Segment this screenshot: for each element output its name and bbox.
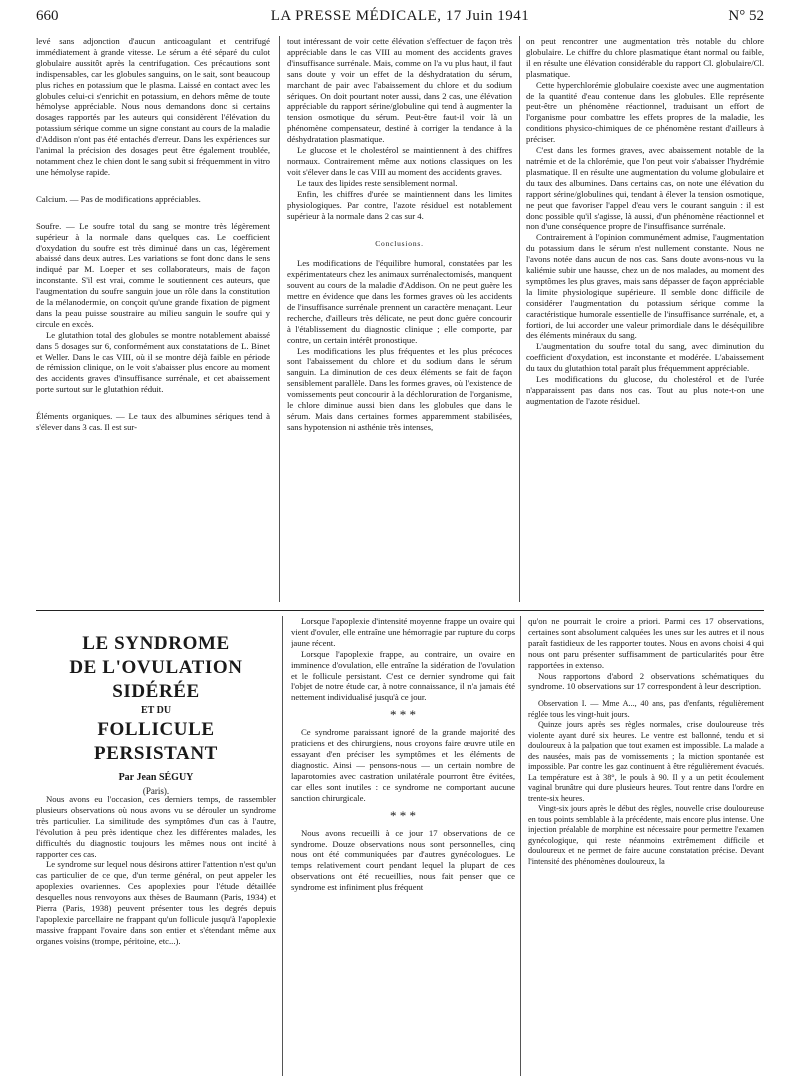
article-column-3 (528, 616, 764, 1076)
section-ornament: * * * (390, 807, 416, 823)
page-header (36, 6, 764, 30)
paragraph: L'augmentation du soufre total du sang, avec diminution du coefficient d'oxydation, est inconstante et modérée. L'abaissement du taux du glutathion total paraît plus fréquemment appréciable. (526, 341, 764, 374)
paragraph-elements-organiques: Éléments organiques. — Le taux des albumines sériques tend à s'élever dans 3 cas. Il est sur- (36, 411, 270, 433)
page-number: 660 (36, 8, 59, 24)
author-place: (Paris). (142, 786, 170, 796)
issue-number: N° 52 (728, 8, 764, 24)
top-column-2 (287, 36, 512, 606)
paragraph: on peut rencontrer une augmentation très notable du chlore globulaire. Le chiffre du chlore plasmatique étant normal ou faible, il en résulte une élévation considérable du rapport Cl. globulaire/Cl. plasmatique. (526, 36, 764, 79)
observation-heading: Observation I. — Mme A..., 40 ans, pas d'enfants, régulièrement réglée tous les vingt-huit jours. (528, 699, 764, 719)
article-title-line-4: FOLLICULE PERSISTANT (94, 719, 218, 764)
column-rule (519, 36, 520, 602)
paragraph: Nous rapportons d'abord 2 observations schématiques du syndrome. 10 observations sur 17 correspondent à leur description. (528, 670, 764, 692)
section-divider (36, 610, 764, 611)
paragraph: levé sans adjonction d'aucun anticoagulant et centrifugé immédiatement à grande vitesse. Le sérum a été séparé du culot globulaire aussitôt après la centrifugation. Ces précautions sont indispensables, car les globules sanguins, on le sait, sont beaucoup plus riches en potassium que le plasma. Laissé en contact avec les globules celui-ci s'enrichit en potassium, en dehors même de toute hémolyse appréciable. Nous nous demandons donc si certains dosages rapportés par les auteurs qui considèrent l'élévation du potassium sérique comme un signe constant au cours de la maladie d'Addison n'ont pas été entachés d'erreur. Dans les expériences sur l'animal la précision des dosages peut être également troublée, notamment chez le chien dont le sang subit si fréquemment in vitro une hémolyse rapide. (36, 36, 270, 177)
paragraph: Les modifications de l'équilibre humoral, constatées par les expérimentateurs chez les animaux surrénalectomisés, manquent souvent au cours de la maladie d'Addison. On ne peut guère les mettre en évidence que dans les formes graves où les accidents de l'insuffisance surrénale prennent un caractère menaçant. Leur recherche, d'ailleurs très délicate, ne peut donc guère concourir à l'établissement du diagnostic clinique ; elle comporte, par contre, un certain intérêt pronostique. (287, 258, 512, 345)
paragraph: Le glutathion total des globules se montre notablement abaissé dans 5 dosages sur 6, conformément aux constatations de L. Binet et Weller. Dans le cas VIII, où il se montre déjà faible en période de rémission clinique, on le voit s'abaisser plus encore au moment des accidents graves d'insuffisance surrénale, et cet abaissement porte surtout sur le glutathion réduit. (36, 329, 270, 395)
paragraph: Contrairement à l'opinion communément admise, l'augmentation du potassium dans le sérum n'est nullement constante. Nous ne l'avons notée dans aucun de nos cas. Sans doute avons-nous vu la kaliémie subir une hausse, chez un de nos malades, au moment des symptômes les plus graves, mais sans dépasser de façon appréciable la limite physiologique supérieure. Il semble donc difficile de considérer l'augmentation du potassium sérique comme la caractéristique humorale essentielle de l'insuffisance surrénale, et, a fortiori, de lui accorder une valeur primordiale dans le déséquilibre des éléments minéraux du sang. (526, 232, 764, 341)
paragraph: Nous avons eu l'occasion, ces derniers temps, de rassembler plusieurs observations où nous avons vu se dérouler un syndrome très particulier. La similitude des symptômes d'un cas à l'autre, l'évolution à peu près identique chez les différentes malades, les difficultés du diagnostic toujours les mêmes nous ont incité à rapporter ces cas. (36, 794, 276, 859)
paragraph: Les modifications du glucose, du cholestérol et de l'urée n'apparaissent pas dans nos cas. Tout au plus note-t-on une augmentation de l'azote résiduel. (526, 374, 764, 406)
top-column-3 (526, 36, 764, 606)
column-rule (520, 616, 521, 1076)
paragraph: Cette hyperchlorémie globulaire coexiste avec une augmentation de la quantité d'eau contenue dans les globules. Elle représente peut-être un phénomène réactionnel, traduisant un effort de l'organisme pour combattre les effets propres de la maladie, les conditions physico-chimiques de ce phénomène restant d'ailleurs à préciser. (526, 79, 764, 145)
paragraph: Le glucose et le cholestérol se maintiennent à des chiffres normaux. Contrairement même aux notions classiques on les voit s'élever dans le cas VIII au moment des accidents graves. (287, 145, 512, 177)
paragraph-soufre: Soufre. — Le soufre total du sang se montre très légèrement supérieur à la normale dans quelques cas. Le coefficient d'oxydation du soufre est très diminué dans un cas, légèrement abaissé dans deux autres. Les variations se font donc dans le sens indiqué par M. Loeper et ses collaborateurs, mais de façon inconstante. S'il est vrai, comme le soutiennent ces auteurs, que l'augmentation du soufre sanguin joue un rôle dans la constitution de la mélanodermie, on conçoit qu'une grande fixation de pigment dans la peau puisse soustraire au milieu sanguin le soufre qui y circule en excès. (36, 220, 270, 329)
section-heading-conclusions: Conclusions. (375, 239, 424, 249)
author-byline: Par Jean SÉGUY (118, 772, 194, 783)
column-rule (279, 36, 280, 602)
paragraph: Enfin, les chiffres d'urée se maintiennent dans les limites physiologiques. Par contre, l'azote résiduel est notablement supérieur à la normale dans 2 cas sur 4. (287, 188, 512, 221)
paragraph: Le syndrome sur lequel nous désirons attirer l'attention n'est qu'un cas particulier de ce que, d'un terme général, on peut appeler les apoplexies ovariennes. Ces apoplexies pour l'étude détaillée desquelles nous renvoyons aux thèses de Baumann (Paris, 1934) et Pierra (Paris, 1938) peuvent présenter tous les degrés depuis l'apoplexie parcellaire ne frappant qu'un follicule jusqu'à l'apoplexie massive frappant l'ovaire dans son entier et s'étendant même aux organes voisins (trompe, péritoine, etc...). (36, 859, 276, 946)
paragraph: Ce syndrome paraissant ignoré de la grande majorité des praticiens et des chirurgiens, nous croyons faire œuvre utile en essayant d'en préciser les symptômes et les éléments de diagnostic. Ainsi — pensons-nous — un certain nombre de laparotomies avec castration unilatérale pourront être évitées, car elles sont inutiles : ce syndrome ne comportant aucune sanction chirurgicale. (291, 727, 515, 803)
article-title-line-2: DE L'OVULATION SIDÉRÉE (69, 657, 243, 702)
paragraph: tout intéressant de voir cette élévation s'effectuer de façon très appréciable dans le cas VIII au moment des accidents graves d'insuffisance surrénale. Mais, comme on l'a vu plus haut, il faut sans doute y voir un effet de la déshydratation du sérum, marchant de pair avec l'abaissement du chlore et du sodium sériques. On doit pourtant noter aussi, dans 2 cas, une élévation appréciable du rapport sérine/globuline qui tend à augmenter la tension osmotique du sérum. Peut-être faut-il voir là un phénomène compensateur, destiné à corriger la tendance à la déshydratation plasmatique. (287, 36, 512, 145)
paragraph-calcium: Calcium. — Pas de modifications appréciables. (36, 193, 201, 204)
paragraph: C'est dans les formes graves, avec abaissement notable de la natrémie et de la chlorémie, que l'on peut voir s'abaisser l'hydrémie plasmatique. Il en résulte une augmentation du volume globulaire et du taux des albumines. Dans certains cas, on note une élévation du rapport sérine/globulines qui, tendant à élever la tension osmotique, ne peut que favoriser l'appel d'eau vers le courant sanguin : il est donc possible qu'il s'agisse, là aussi, d'un phénomène réactionnel et non d'une conséquence propre de l'insuffisance surrénale. (526, 145, 764, 232)
paragraph: qu'on ne pourrait le croire a priori. Parmi ces 17 observations, certaines sont absolument calquées les unes sur les autres et il nous paraît fastidieux de les rapporter toutes. Nous en avons choisi 4 qui nous ont paru présenter suffisamment de particularités pour être rapportées in extenso. (528, 616, 764, 670)
paragraph: Le taux des lipides reste sensiblement normal. (297, 177, 458, 188)
journal-title: LA PRESSE MÉDICALE, 17 Juin 1941 (270, 8, 530, 24)
paragraph: Quinze jours après ses règles normales, crise douloureuse très violente ayant duré six heures. Le ventre est ballonné, tendu et si douloureux à la palpation que tout examen est impossible. La malade a des nausées, mais pas de vomissements ; la miction spontanée est impossible. Par contre les gaz continuent à être régulièrement évacués. La température est à 38°, le pouls à 90. Il y a un petit écoulement vaginal brunâtre qui dure plusieurs heures. Tout rentre dans l'ordre en trente-six heures. (528, 720, 764, 803)
article-column-2 (291, 616, 515, 1076)
paragraph: Les modifications les plus fréquentes et les plus précoces sont l'abaissement du chlore et du sodium dans le sérum sanguin. La diminution de ces deux éléments se fait de façon sensiblement parallèle. Dans les formes graves, où l'existence de vomissements peut concourir à la déchloruration de l'organisme, le chlore diminue aussi bien dans les globules que dans le sérum. Mais dans certaines formes apparemment stabilisées, sans hypotension ni asthénie très intenses, (287, 345, 512, 432)
paragraph: Vingt-six jours après le début des règles, nouvelle crise douloureuse en tous points semblable à la précédente, mais encore plus intense. Une injection préalable de morphine est nécessaire pour permettre l'examen gynécologique, qui reste néanmoins extrêmement difficile et douloureux et ne permet de faire aucune constatation précise. Devant l'intensité des phénomènes douloureux, la (528, 804, 764, 866)
paragraph: Lorsque l'apoplexie frappe, au contraire, un ovaire en imminence d'ovulation, elle entraîne la sidération de l'ovulation et le follicule persistant. C'est ce dernier syndrome qui fait l'objet de notre étude car, à notre connaissance, il n'a jamais été nettement individualisé jusqu'à ce jour. (291, 648, 515, 703)
paragraph: Lorsque l'apoplexie d'intensité moyenne frappe un ovaire qui vient d'ovuler, elle entraîne une hémorragie par rupture du corps jaune récent. (291, 616, 515, 648)
paragraph: Nous avons recueilli à ce jour 17 observations de ce syndrome. Douze observations nous sont personnelles, cinq nous ont été communiquées par d'autres gynécologues. Le temps relativement court pendant lequel la plupart de ces observations ont été recueillies, nous fait penser que ce syndrome est infiniment plus fréquent (291, 827, 515, 893)
section-ornament: * * * (390, 707, 416, 723)
article-title-line-3: ET DU (140, 705, 172, 716)
article-title-block (36, 632, 276, 796)
article-column-1 (36, 794, 276, 1074)
article-title-line-1: LE SYNDROME (82, 633, 230, 654)
column-rule (282, 616, 283, 1076)
top-column-1 (36, 36, 270, 606)
